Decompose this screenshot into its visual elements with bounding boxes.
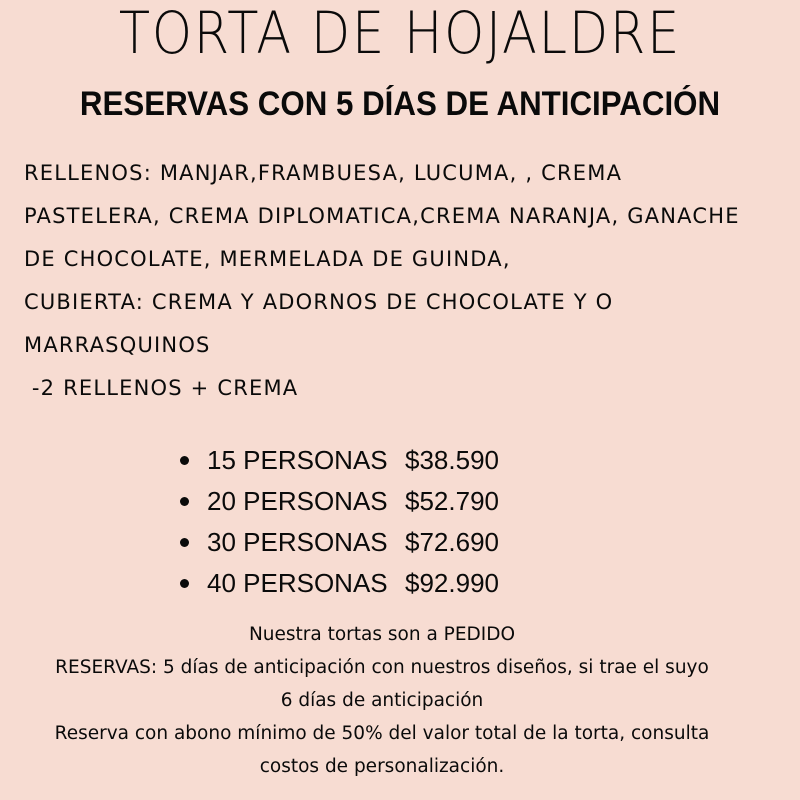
notes-line-order: Nuestra tortas son a PEDIDO [248, 624, 516, 645]
fillings-count-line: -2 RELLENOS + CREMA [24, 376, 299, 400]
topping-line-1: CUBIERTA: CREMA Y ADORNOS DE CHOCOLATE Y O [24, 290, 614, 314]
price-value: $52.790 [405, 486, 499, 516]
bullet-icon [180, 497, 189, 506]
price-value: $92.990 [405, 568, 499, 598]
bullet-icon [180, 579, 189, 588]
servings-label: 40 PERSONAS [207, 568, 388, 598]
bullet-icon [180, 456, 189, 465]
price-list [180, 440, 499, 604]
product-details [24, 152, 794, 410]
servings-label: 20 PERSONAS [207, 486, 388, 516]
fillings-line-3: DE CHOCOLATE, MERMELADA DE GUINDA, [24, 247, 511, 271]
notes-line-days: 6 días de anticipación [280, 690, 484, 711]
price-value: $38.590 [405, 445, 499, 475]
servings-label: 15 PERSONAS [207, 445, 388, 475]
price-value: $72.690 [405, 527, 499, 557]
fillings-line-1: RELLENOS: MANJAR,FRAMBUESA, LUCUMA, , CREMA [24, 161, 623, 185]
servings-label: 30 PERSONAS [207, 527, 388, 557]
page-title: TORTA DE HOJALDRE [118, 0, 682, 67]
notes-line-costs: costos de personalización. [259, 756, 505, 777]
order-notes [0, 618, 764, 783]
fillings-line-2: PASTELERA, CREMA DIPLOMATICA,CREMA NARANJA, GANACHE [24, 204, 740, 228]
bullet-icon [180, 538, 189, 547]
notes-line-deposit: Reserva con abono mínimo de 50% del valor total de la torta, consulta [54, 723, 710, 744]
reservation-notice-heading: RESERVAS CON 5 DÍAS DE ANTICIPACIÓN [79, 85, 721, 123]
price-item [180, 522, 499, 563]
price-item [180, 563, 499, 604]
price-item [180, 440, 499, 481]
price-item [180, 481, 499, 522]
notes-line-reservation: RESERVAS: 5 días de anticipación con nuestros diseños, si trae el suyo [55, 657, 709, 678]
topping-line-2: MARRASQUINOS [24, 333, 211, 357]
